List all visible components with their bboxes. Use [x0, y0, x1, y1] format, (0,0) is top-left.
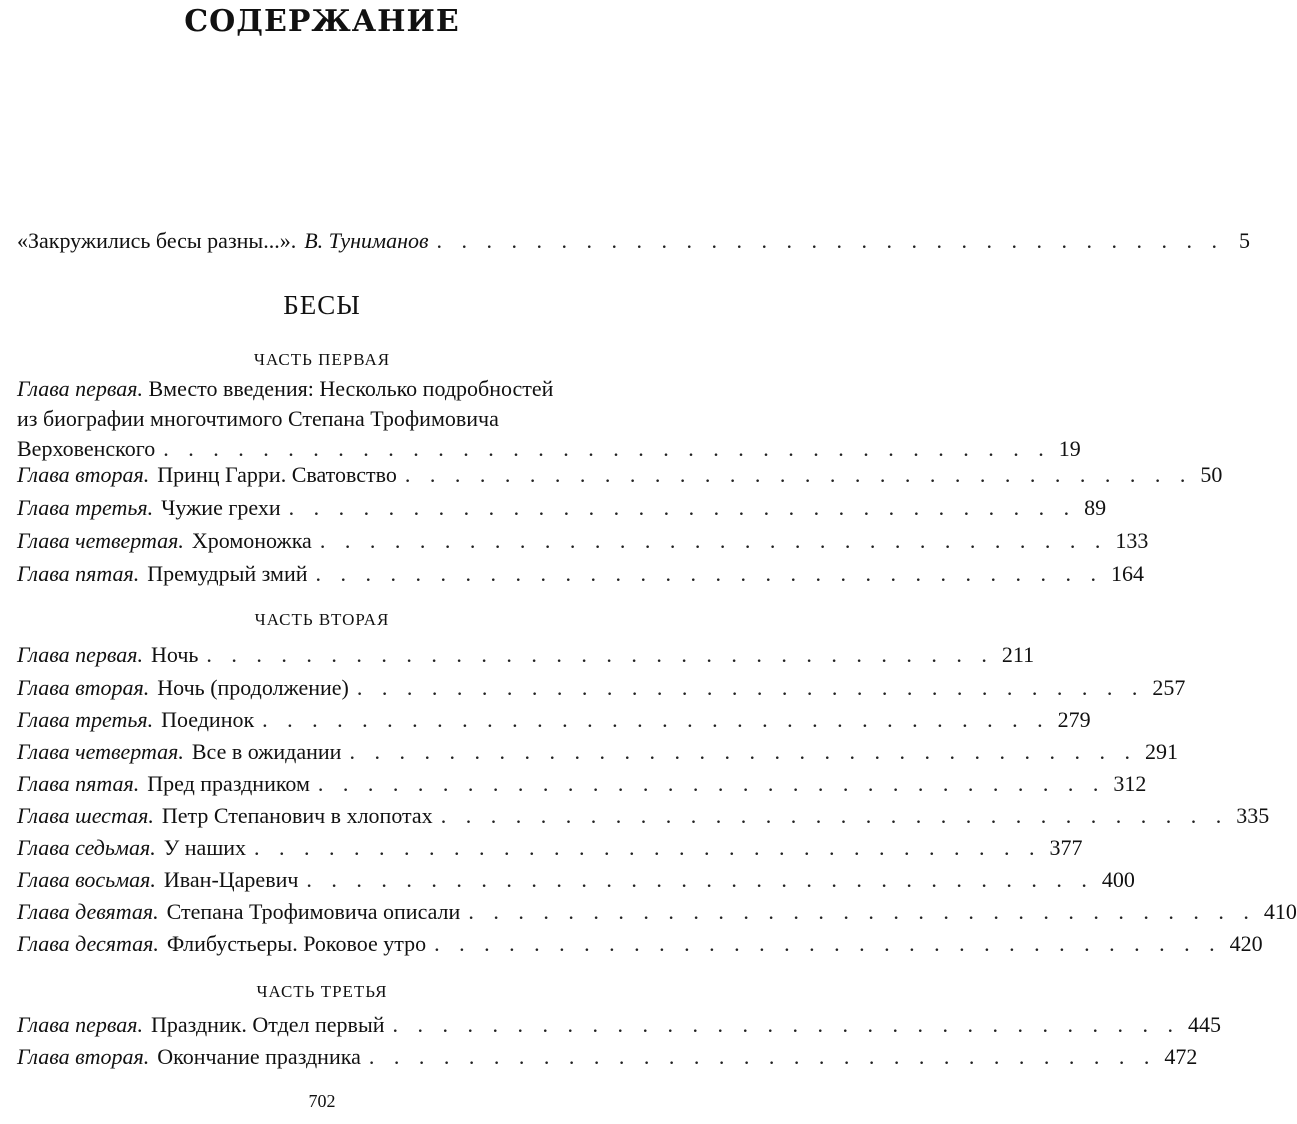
- chapter-title: Принц Гарри. Сватовство: [157, 462, 397, 487]
- page-ref: 420: [1229, 931, 1263, 956]
- chapter-title: Петр Степанович в хлопотах: [161, 803, 433, 828]
- chapter-title: У наших: [163, 835, 247, 860]
- dot-leader: . . . . . . . . . . . . . . . . . . . . . . . . . . . . . . . .: [349, 739, 1137, 764]
- dot-leader: . . . . . . . . . . . . . . . . . . . . . . . . . . . . . . . .: [315, 561, 1104, 586]
- page-ref: 312: [1113, 771, 1147, 796]
- page-title: СОДЕРЖАНИЕ: [184, 4, 460, 39]
- dot-leader: . . . . . . . . . . . . . . . . . . . . . . . . . . . . . . . .: [392, 1012, 1181, 1037]
- dot-leader: . . . . . . . . . . . . . . . . . . . . . . . . . . . . . . . .: [434, 931, 1222, 956]
- page-ref: 133: [1115, 528, 1149, 553]
- chapter-label: Глава десятая.: [17, 931, 159, 956]
- chapter-label: Глава вторая.: [17, 675, 150, 700]
- page-ref: 50: [1200, 462, 1223, 487]
- dot-leader: . . . . . . . . . . . . . . . . . . . . . . . . . . . . . . . .: [436, 228, 1225, 253]
- chapter-label: Глава седьмая.: [17, 835, 156, 860]
- page-ref: 335: [1236, 803, 1270, 828]
- toc-entry-part2-ch5: [17, 768, 1147, 800]
- chapter-label: Глава пятая.: [17, 771, 140, 796]
- chapter-title: Ночь (продолжение): [157, 675, 349, 700]
- dot-leader: . . . . . . . . . . . . . . . . . . . . . . . . . . . . . . . .: [356, 675, 1145, 700]
- chapter-label: Глава шестая.: [17, 803, 154, 828]
- toc-entry-part1-ch4: [17, 525, 1149, 557]
- chapter-title: Иван-Царевич: [163, 867, 299, 892]
- page-ref: 410: [1263, 899, 1297, 924]
- chapter-title: Хромоножка: [191, 528, 312, 553]
- toc-entry-part1-ch2: [17, 459, 1223, 491]
- page-ref: 279: [1057, 707, 1091, 732]
- chapter-label: Глава четвертая.: [17, 739, 184, 764]
- chapter-label: Глава пятая.: [17, 561, 140, 586]
- page-ref: 377: [1049, 835, 1083, 860]
- chapter-label: Глава первая.: [17, 1012, 143, 1037]
- part-heading-2: ЧАСТЬ ВТОРАЯ: [254, 610, 390, 629]
- chapter-title: Степана Трофимовича описали: [166, 899, 461, 924]
- page-number: 702: [308, 1091, 336, 1111]
- toc-entry-part3-ch2: [17, 1041, 1198, 1073]
- chapter-title: Все в ожидании: [191, 739, 342, 764]
- dot-leader: . . . . . . . . . . . . . . . . . . . . . . . . . . . . . . . .: [254, 835, 1042, 860]
- dot-leader: . . . . . . . . . . . . . . . . . . . . . . . . . . . . . . . .: [468, 899, 1256, 924]
- page-ref: 211: [1001, 642, 1035, 667]
- dot-leader: . . . . . . . . . . . . . . . . . . . . . . . . . . . . . . . .: [440, 803, 1229, 828]
- toc-entry-part2-ch6: [17, 800, 1270, 832]
- chapter-label: Глава вторая.: [17, 462, 150, 487]
- part-heading-3: ЧАСТЬ ТРЕТЬЯ: [256, 982, 388, 1001]
- page-ref: 89: [1084, 495, 1107, 520]
- dot-leader: . . . . . . . . . . . . . . . . . . . . . . . . . . . . . . . .: [288, 495, 1077, 520]
- book-title: БЕСЫ: [283, 290, 361, 320]
- toc-entry-part2-ch7: [17, 832, 1083, 864]
- page-ref: 5: [1239, 228, 1251, 253]
- toc-entry-part2-ch3: [17, 704, 1091, 736]
- dot-leader: . . . . . . . . . . . . . . . . . . . . . . . . . . . . . . . .: [306, 867, 1094, 892]
- toc-entry-part2-ch9: [17, 896, 1297, 928]
- toc-entry-part2-ch2: [17, 672, 1186, 704]
- chapter-title: Поединок: [161, 707, 255, 732]
- chapter-title-line: Верховенского: [17, 436, 156, 461]
- dot-leader: . . . . . . . . . . . . . . . . . . . . . . . . . . . . . . . .: [404, 462, 1193, 487]
- chapter-label: Глава третья.: [17, 495, 154, 520]
- toc-entry-part1-ch3: [17, 492, 1107, 524]
- chapter-title: Флибустьеры. Роковое утро: [166, 931, 427, 956]
- dot-leader: . . . . . . . . . . . . . . . . . . . . . . . . . . . . . . . .: [262, 707, 1050, 732]
- page-ref: 445: [1188, 1012, 1222, 1037]
- dot-leader: . . . . . . . . . . . . . . . . . . . . . . . . . . . . . . . .: [319, 528, 1108, 553]
- dot-leader: . . . . . . . . . . . . . . . . . . . . . . . . . . . . . . . .: [317, 771, 1106, 796]
- page-ref: 19: [1058, 436, 1081, 461]
- chapter-label: Глава первая.: [17, 642, 143, 667]
- toc-entry-part1-ch1: [17, 374, 1081, 464]
- chapter-label: Глава первая.: [17, 376, 143, 401]
- chapter-title: Пред праздником: [147, 771, 310, 796]
- intro-author: В. Туниманов: [304, 228, 429, 253]
- toc-entry-part3-ch1: [17, 1009, 1222, 1041]
- page-ref: 164: [1111, 561, 1145, 586]
- page-ref: 257: [1152, 675, 1186, 700]
- chapter-title-line: из биографии многочтимого Степана Трофимовича: [17, 406, 499, 431]
- toc-entry-part2-ch10: [17, 928, 1263, 960]
- dot-leader: . . . . . . . . . . . . . . . . . . . . . . . . . . . . . . . .: [206, 642, 994, 667]
- page-ref: 472: [1164, 1044, 1198, 1069]
- chapter-title: Праздник. Отдел первый: [151, 1012, 385, 1037]
- chapter-title: Ночь: [151, 642, 199, 667]
- chapter-title: Чужие грехи: [161, 495, 281, 520]
- part-heading-1: ЧАСТЬ ПЕРВАЯ: [253, 350, 391, 369]
- toc-entry-intro: [17, 225, 1251, 257]
- dot-leader: . . . . . . . . . . . . . . . . . . . . . . . . . . . . . . . . . . . .: [163, 436, 1051, 461]
- page-ref: 400: [1101, 867, 1135, 892]
- chapter-label: Глава четвертая.: [17, 528, 184, 553]
- toc-entry-part2-ch8: [17, 864, 1135, 896]
- chapter-title: Окончание праздника: [157, 1044, 361, 1069]
- chapter-title: Премудрый змий: [147, 561, 308, 586]
- dot-leader: . . . . . . . . . . . . . . . . . . . . . . . . . . . . . . . .: [368, 1044, 1157, 1069]
- chapter-label: Глава девятая.: [17, 899, 159, 924]
- chapter-title-line: Вместо введения: Несколько подробностей: [148, 376, 554, 401]
- chapter-label: Глава вторая.: [17, 1044, 150, 1069]
- intro-title: «Закружились бесы разны...».: [17, 228, 297, 253]
- toc-entry-part1-ch5: [17, 558, 1145, 590]
- chapter-label: Глава третья.: [17, 707, 154, 732]
- page-ref: 291: [1144, 739, 1178, 764]
- chapter-label: Глава восьмая.: [17, 867, 156, 892]
- toc-entry-part2-ch4: [17, 736, 1178, 768]
- toc-entry-part2-ch1: [17, 639, 1035, 671]
